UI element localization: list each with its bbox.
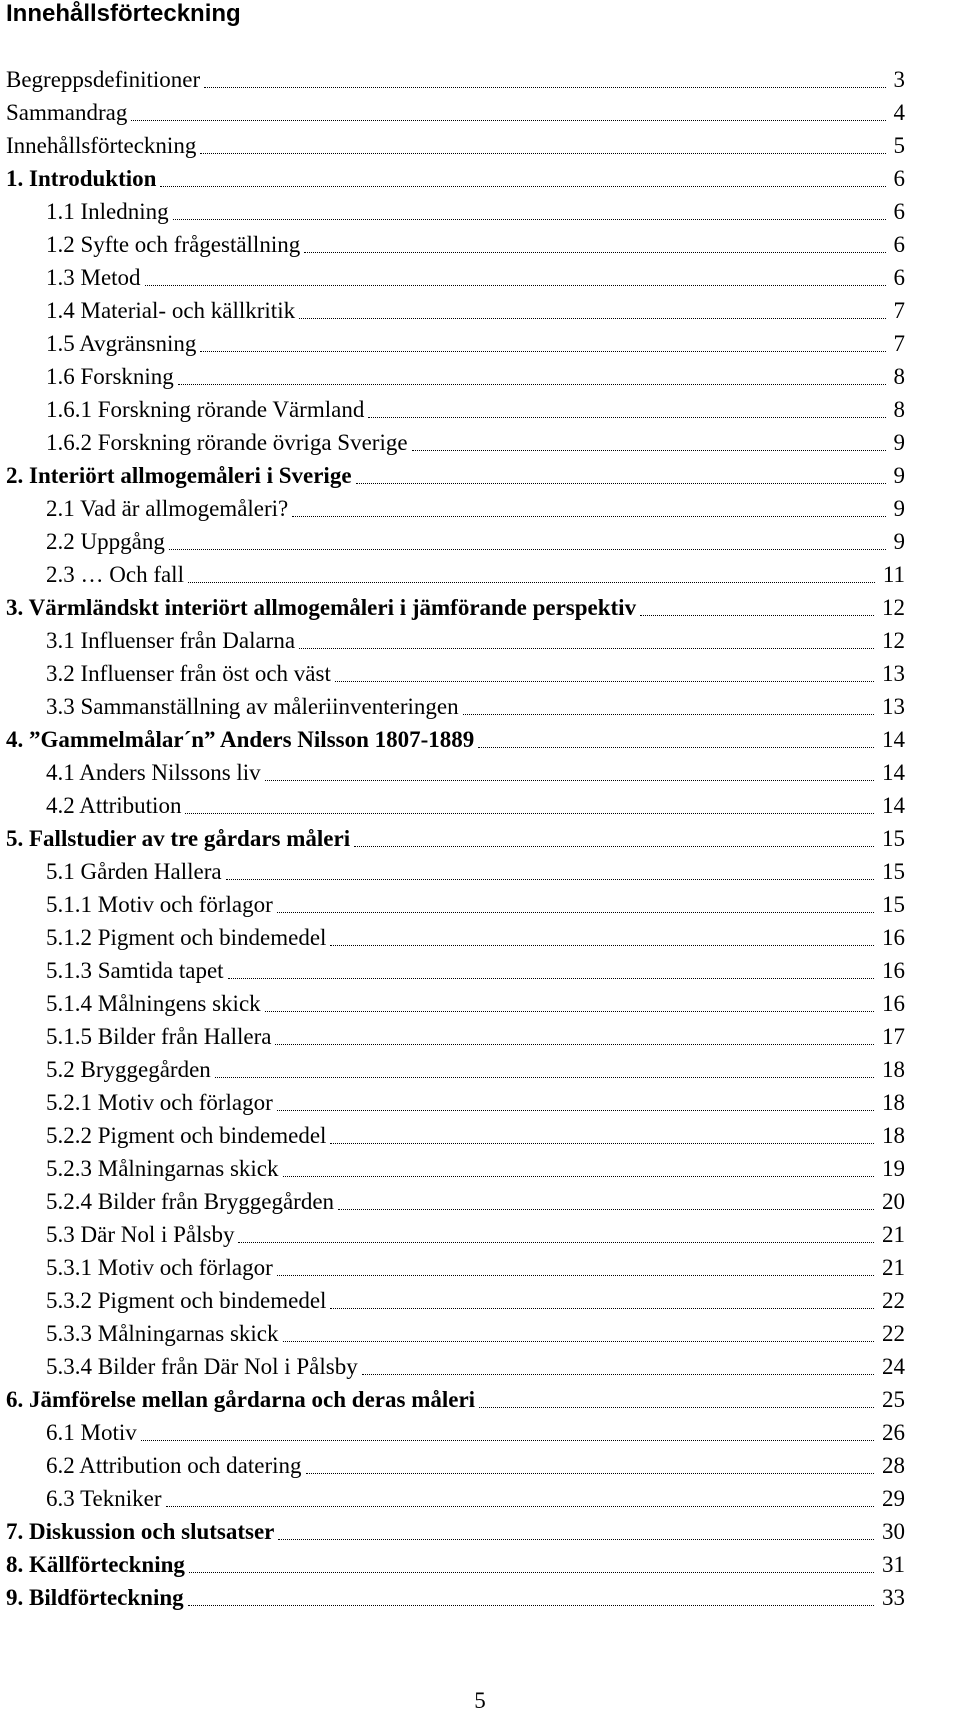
toc-leader-dots [479,1383,874,1408]
toc-leader-dots [185,789,874,814]
page-number: 5 [474,1688,486,1713]
toc-entry-title: 1.6.2 Forskning rörande övriga Sverige [46,430,408,455]
toc-entry-page: 9 [893,463,905,488]
toc-entry-page: 21 [882,1255,905,1280]
toc-entry-title: 1.6 Forskning [46,364,174,389]
toc-entry-title: 4.1 Anders Nilssons liv [46,760,261,785]
toc-entry-page: 14 [882,760,905,785]
toc-entry[interactable] [0,1317,960,1350]
toc-leader-dots [277,1086,874,1111]
toc-entry[interactable] [0,921,960,954]
toc-entry-title: Sammandrag [6,100,128,125]
toc-entry-title: 4.2 Attribution [46,793,182,818]
toc-entry[interactable] [0,1020,960,1053]
toc-entry-title: 1.6.1 Forskning rörande Värmland [46,397,365,422]
toc-leader-dots [330,1119,874,1144]
toc-entry[interactable] [0,195,960,228]
toc-leader-dots [292,492,885,517]
toc-leader-dots [160,162,885,187]
toc-leader-dots [188,1581,874,1606]
toc-entry[interactable] [0,228,960,261]
toc-entry[interactable] [0,96,960,129]
toc-entry-title: 5.1 Gården Hallera [46,859,222,884]
toc-entry-title: 5.2 Bryggegården [46,1057,211,1082]
toc-entry[interactable] [0,987,960,1020]
toc-entry[interactable] [0,1284,960,1317]
toc-entry-page: 6 [893,265,905,290]
toc-entry[interactable] [0,1416,960,1449]
toc-entry-page: 17 [882,1024,905,1049]
toc-entry-title: 3.2 Influenser från öst och väst [46,661,331,686]
toc-entry-page: 18 [882,1057,905,1082]
toc-leader-dots [338,1185,874,1210]
toc-entry[interactable] [0,954,960,987]
toc-entry-page: 7 [893,298,905,323]
toc-entry-title: 2.3 … Och fall [46,562,184,587]
toc-entry[interactable] [0,888,960,921]
toc-entry[interactable] [0,1119,960,1152]
toc-leader-dots [368,393,885,418]
toc-entry-page: 12 [882,628,905,653]
toc-leader-dots [169,525,886,550]
toc-entry-page: 19 [882,1156,905,1181]
toc-entry-title: 1. Introduktion [6,166,157,191]
toc-leader-dots [330,921,874,946]
toc-entry-page: 24 [882,1354,905,1379]
toc-entry-title: 2.1 Vad är allmogemåleri? [46,496,289,521]
toc-entry-title: 5.3.1 Motiv och förlagor [46,1255,273,1280]
toc-entry-page: 20 [882,1189,905,1214]
toc-entry-page: 15 [882,826,905,851]
toc-entry-page: 16 [882,925,905,950]
toc-entry-page: 22 [882,1321,905,1346]
toc-leader-dots [335,657,874,682]
toc-leader-dots [362,1350,874,1375]
toc-entry-title: 1.1 Inledning [46,199,169,224]
toc-leader-dots [215,1053,874,1078]
toc-entry-title: 5.1.5 Bilder från Hallera [46,1024,272,1049]
toc-entry[interactable] [0,1350,960,1383]
toc-leader-dots [265,756,874,781]
toc-leader-dots [463,690,874,715]
toc-entry-title: 3. Värmländskt interiört allmogemåleri i jämförande perspektiv [6,595,637,620]
toc-entry[interactable] [0,294,960,327]
toc-entry-title: 7. Diskussion och slutsatser [6,1519,275,1544]
toc-entry-page: 31 [882,1552,905,1577]
toc-entry[interactable] [0,1053,960,1086]
toc-entry-page: 28 [882,1453,905,1478]
toc-entry-page: 26 [882,1420,905,1445]
toc-entry[interactable] [0,1152,960,1185]
toc-entry-title: 1.4 Material- och källkritik [46,298,296,323]
toc-leader-dots [277,1251,874,1276]
toc-leader-dots [166,1482,875,1507]
toc-entry[interactable] [0,1086,960,1119]
toc-entry[interactable] [0,393,960,426]
toc-entry-page: 14 [882,793,905,818]
toc-entry-page: 21 [882,1222,905,1247]
toc-leader-dots [299,624,874,649]
toc-entry[interactable] [0,1185,960,1218]
toc-entry[interactable] [0,129,960,162]
toc-leader-dots [228,954,874,979]
toc-leader-dots [412,426,886,451]
toc-entry-title: 5.2.2 Pigment och bindemedel [46,1123,327,1148]
toc-leader-dots [275,1020,874,1045]
toc-entry-page: 15 [882,859,905,884]
toc-entry-title: 6.1 Motiv [46,1420,137,1445]
toc-entry[interactable] [0,1581,960,1614]
toc-entry-title: 4. ”Gammelmålar´n” Anders Nilsson 1807-1889 [6,727,475,752]
toc-entry-title: 5.2.1 Motiv och förlagor [46,1090,273,1115]
toc-leader-dots [141,1416,874,1441]
toc-entry[interactable] [0,855,960,888]
toc-entry-title: 1.5 Avgränsning [46,331,197,356]
toc-entry[interactable] [0,426,960,459]
toc-entry-page: 22 [882,1288,905,1313]
toc-leader-dots [278,1515,874,1540]
toc-leader-dots [277,888,874,913]
toc-entry-page: 6 [893,199,905,224]
toc-entry-page: 25 [882,1387,905,1412]
toc-entry[interactable] [0,63,960,96]
toc-entry[interactable] [0,360,960,393]
toc-entry-page: 9 [893,529,905,554]
table-of-contents [0,63,960,1614]
toc-entry-title: 5. Fallstudier av tre gårdars måleri [6,826,351,851]
toc-entry[interactable] [0,525,960,558]
toc-entry[interactable] [0,1482,960,1515]
toc-leader-dots [640,591,874,616]
toc-entry-title: 5.1.3 Samtida tapet [46,958,224,983]
toc-entry-title: 5.3.3 Målningarnas skick [46,1321,279,1346]
toc-entry-title: 5.2.4 Bilder från Bryggegården [46,1189,335,1214]
toc-entry-page: 11 [882,562,905,587]
toc-entry[interactable] [0,1449,960,1482]
toc-entry[interactable] [0,261,960,294]
toc-entry[interactable] [0,789,960,822]
toc-leader-dots [188,558,875,583]
toc-entry-title: 6.3 Tekniker [46,1486,162,1511]
toc-leader-dots [354,822,874,847]
toc-entry-title: 1.2 Syfte och frågeställning [46,232,301,257]
toc-entry-title: 1.3 Metod [46,265,141,290]
toc-entry-page: 33 [882,1585,905,1610]
toc-entry-page: 30 [882,1519,905,1544]
toc-entry-title: 3.3 Sammanställning av måleriinventeringen [46,694,459,719]
toc-heading: Innehållsförteckning [6,0,241,27]
toc-entry[interactable] [0,1383,960,1416]
toc-entry[interactable] [0,690,960,723]
toc-entry-page: 4 [893,100,905,125]
toc-entry-page: 16 [882,991,905,1016]
toc-entry-page: 5 [893,133,905,158]
toc-entry-page: 7 [893,331,905,356]
toc-entry-page: 9 [893,430,905,455]
toc-entry-title: 5.3.4 Bilder från Där Nol i Pålsby [46,1354,358,1379]
toc-leader-dots [356,459,886,484]
toc-entry-title: 6. Jämförelse mellan gårdarna och deras måleri [6,1387,476,1412]
toc-leader-dots [226,855,874,880]
toc-leader-dots [200,327,885,352]
toc-entry-title: 5.2.3 Målningarnas skick [46,1156,279,1181]
toc-entry-title: 9. Bildförteckning [6,1585,184,1610]
toc-entry-title: 5.3 Där Nol i Pålsby [46,1222,235,1247]
toc-entry-page: 6 [893,166,905,191]
toc-leader-dots [299,294,885,319]
toc-entry-page: 14 [882,727,905,752]
toc-leader-dots [131,96,885,121]
toc-entry-page: 8 [893,397,905,422]
toc-entry-page: 15 [882,892,905,917]
toc-entry-title: 8. Källförteckning [6,1552,185,1577]
toc-leader-dots [145,261,886,286]
toc-leader-dots [306,1449,874,1474]
toc-entry[interactable] [0,162,960,195]
toc-entry-title: 5.1.2 Pigment och bindemedel [46,925,327,950]
toc-entry[interactable] [0,1548,960,1581]
toc-entry-page: 18 [882,1123,905,1148]
toc-entry-page: 13 [882,661,905,686]
toc-leader-dots [283,1317,874,1342]
toc-entry-page: 18 [882,1090,905,1115]
toc-entry-title: Begreppsdefinitioner [6,67,201,92]
toc-entry-page: 13 [882,694,905,719]
toc-entry-title: 3.1 Influenser från Dalarna [46,628,296,653]
toc-entry-page: 3 [893,67,905,92]
toc-leader-dots [478,723,874,748]
toc-entry[interactable] [0,723,960,756]
toc-entry[interactable] [0,822,960,855]
toc-entry-page: 8 [893,364,905,389]
toc-entry-page: 6 [893,232,905,257]
toc-entry-title: 5.3.2 Pigment och bindemedel [46,1288,327,1313]
toc-leader-dots [304,228,885,253]
toc-leader-dots [173,195,886,220]
toc-entry[interactable] [0,624,960,657]
toc-entry-page: 12 [882,595,905,620]
toc-entry-title: Innehållsförteckning [6,133,197,158]
toc-leader-dots [178,360,886,385]
toc-entry[interactable] [0,1218,960,1251]
toc-entry[interactable] [0,1515,960,1548]
toc-entry[interactable] [0,327,960,360]
toc-entry[interactable] [0,459,960,492]
toc-entry-title: 6.2 Attribution och datering [46,1453,302,1478]
toc-entry[interactable] [0,492,960,525]
toc-entry-title: 5.1.4 Målningens skick [46,991,261,1016]
toc-entry[interactable] [0,756,960,789]
toc-leader-dots [200,129,885,154]
toc-entry[interactable] [0,1251,960,1284]
toc-leader-dots [265,987,874,1012]
toc-leader-dots [330,1284,874,1309]
toc-leader-dots [238,1218,874,1243]
toc-entry-title: 5.1.1 Motiv och förlagor [46,892,273,917]
toc-entry-page: 29 [882,1486,905,1511]
toc-leader-dots [204,63,885,88]
toc-leader-dots [189,1548,874,1573]
toc-entry-title: 2. Interiört allmogemåleri i Sverige [6,463,352,488]
toc-entry-title: 2.2 Uppgång [46,529,165,554]
toc-entry[interactable] [0,591,960,624]
toc-entry-page: 16 [882,958,905,983]
toc-entry[interactable] [0,657,960,690]
toc-entry-page: 9 [893,496,905,521]
toc-leader-dots [283,1152,874,1177]
toc-entry[interactable] [0,558,960,591]
